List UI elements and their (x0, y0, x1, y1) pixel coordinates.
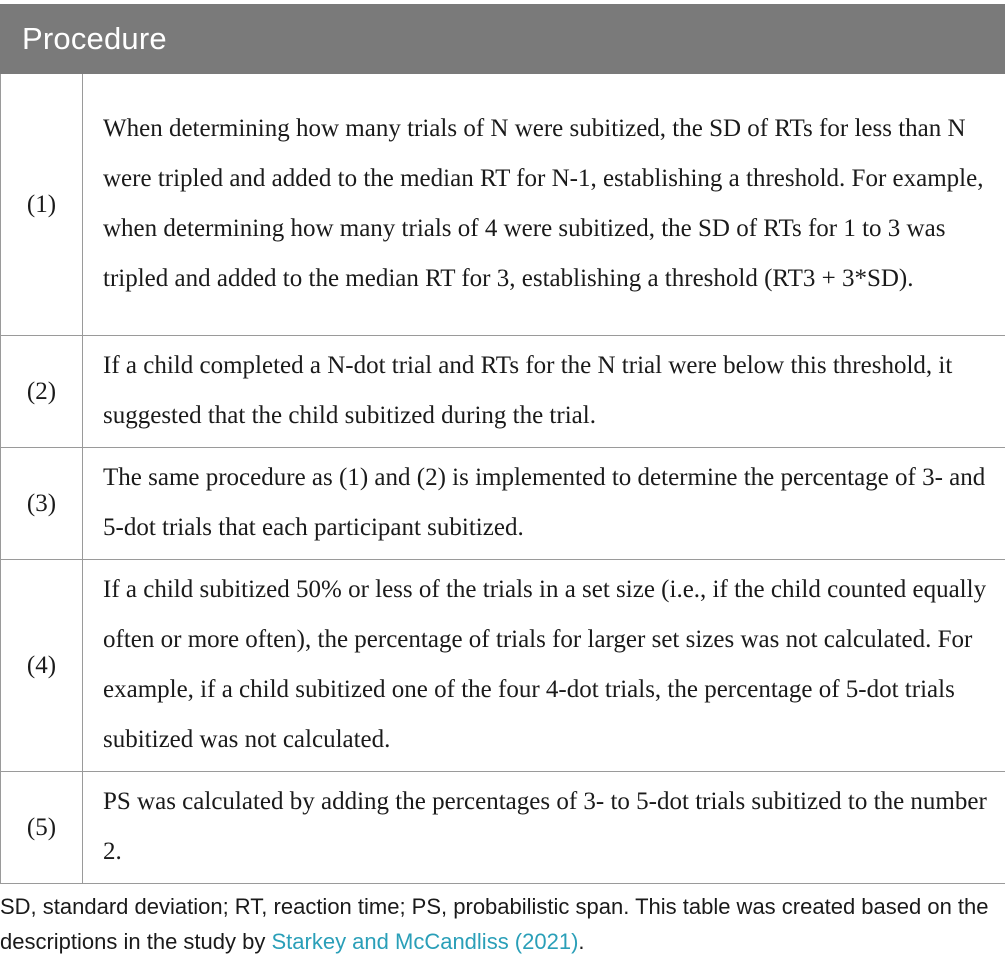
table-header-row (1, 5, 1005, 74)
table-header-procedure: Procedure (1, 5, 1005, 74)
table-row (1, 74, 1005, 336)
step-description: The same procedure as (1) and (2) is implemented to determine the percentage of 3- and 5-dot trials that each participant subitized. (83, 448, 1005, 560)
step-number: (2) (1, 336, 83, 448)
table-row (1, 448, 1005, 560)
table-row (1, 772, 1005, 884)
step-description: PS was calculated by adding the percentages of 3- to 5-dot trials subitized to the number 2. (83, 772, 1005, 884)
procedure-table-container (0, 4, 1005, 884)
table-row (1, 336, 1005, 448)
step-description: If a child completed a N-dot trial and RTs for the N trial were below this threshold, it suggested that the child subitized during the trial. (83, 336, 1005, 448)
footnote-end: . (578, 929, 585, 954)
step-description: When determining how many trials of N were subitized, the SD of RTs for less than N were tripled and added to the median RT for N-1, establishing a threshold. For example, when determining how many trials of 4 were subitized, the SD of RTs for 1 to 3 was tripled and added to the median RT for 3, establishing a threshold (RT3 + 3*SD). (83, 74, 1005, 336)
step-number: (1) (1, 74, 83, 336)
table-footnote (0, 889, 1005, 959)
procedure-table (0, 4, 1005, 884)
step-description: If a child subitized 50% or less of the trials in a set size (i.e., if the child counted equally often or more often), the percentage of trials for larger set sizes was not calculated. For example, if a child subitized one of the four 4-dot trials, the percentage of 5-dot trials subitized was not calculated. (83, 560, 1005, 772)
citation-link[interactable]: Starkey and McCandliss (2021) (271, 929, 579, 954)
footnote-text: SD, standard deviation; RT, reaction time; PS, probabilistic span. This table was created based on the descriptions in the study by (0, 894, 989, 954)
step-number: (5) (1, 772, 83, 884)
step-number: (3) (1, 448, 83, 560)
table-row (1, 560, 1005, 772)
step-number: (4) (1, 560, 83, 772)
